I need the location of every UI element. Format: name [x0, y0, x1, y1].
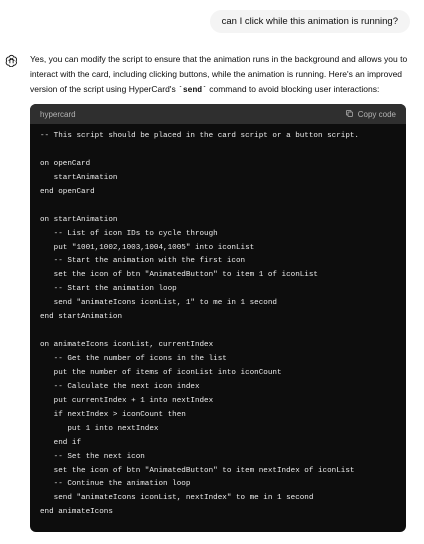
code-line: end startAnimation	[40, 313, 123, 322]
copy-code-button[interactable]	[345, 109, 396, 120]
code-line: on animateIcons iconList, currentIndex	[40, 341, 214, 350]
code-line: -- Set the next icon	[40, 452, 145, 461]
code-line: -- Continue the animation loop	[40, 480, 191, 489]
user-message-row	[210, 10, 410, 33]
code-line: end animateIcons	[40, 508, 113, 517]
code-language-label: hypercard	[40, 109, 76, 119]
intro-text-after: command to avoid blocking user interactions:	[206, 84, 380, 94]
intro-text-before: Yes, you can modify the script to ensure that the animation runs in the background and allows you to interact with the card, including clicking buttons, while the animation is running. Here's an improved version of the script using HyperCard's	[30, 54, 408, 94]
code-line: -- This script should be placed in the card script or a button script.	[40, 132, 359, 140]
inline-code-send: `send`	[178, 86, 207, 95]
code-line: end if	[40, 438, 82, 447]
code-line: -- Start the animation with the first icon	[40, 257, 246, 266]
code-block	[30, 104, 406, 532]
code-line: -- Calculate the next icon index	[40, 382, 200, 391]
code-line: send "animateIcons iconList, 1" to me in 1 second	[40, 299, 277, 308]
code-line: -- Start the animation loop	[40, 285, 177, 294]
code-line: end openCard	[40, 187, 95, 196]
code-line: -- List of icon IDs to cycle through	[40, 229, 218, 238]
code-line: put currentIndex + 1 into nextIndex	[40, 396, 214, 405]
code-content	[30, 124, 406, 520]
code-line: set the icon of btn "AnimatedButton" to item nextIndex of iconList	[40, 466, 355, 475]
code-line: put 1 into nextIndex	[40, 424, 159, 433]
copy-code-label: Copy code	[357, 109, 396, 119]
code-line: on startAnimation	[40, 215, 118, 224]
code-line: startAnimation	[40, 173, 118, 182]
assistant-intro-text	[30, 52, 410, 98]
code-line: if nextIndex > iconCount then	[40, 410, 186, 419]
code-line: send "animateIcons iconList, nextIndex" to me in 1 second	[40, 494, 314, 503]
code-line: put the number of items of iconList into iconCount	[40, 368, 282, 377]
code-line	[40, 325, 396, 339]
user-message-bubble: can I click while this animation is running?	[210, 10, 410, 33]
code-line: set the icon of btn "AnimatedButton" to item 1 of iconList	[40, 271, 318, 280]
code-line	[40, 200, 396, 214]
code-line	[40, 144, 396, 158]
code-block-header	[30, 104, 406, 124]
openai-logo-icon	[4, 53, 18, 67]
code-line: put "1001,1002,1003,1004,1005" into iconList	[40, 243, 255, 252]
code-line: on openCard	[40, 159, 91, 168]
code-line: -- Get the number of icons in the list	[40, 355, 227, 363]
clipboard-icon	[345, 109, 354, 120]
